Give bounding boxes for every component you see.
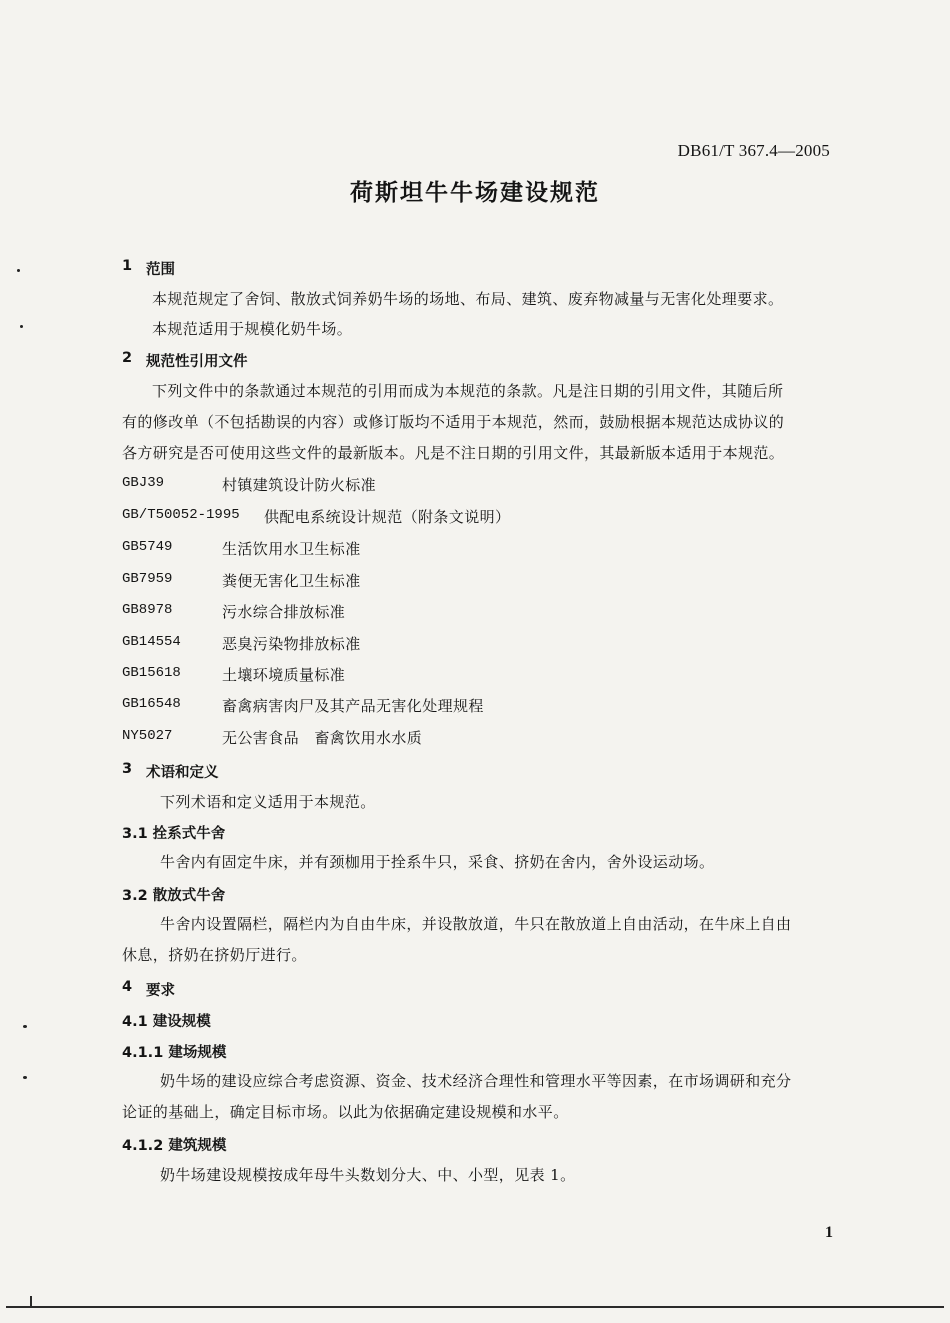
subsection-3-2-line-2: 休息，挤奶在挤奶厅进行。 (122, 946, 307, 964)
section-3-number: 3 (122, 761, 133, 777)
scan-speck (23, 1076, 27, 1079)
ref-code: GB7959 (122, 571, 173, 587)
section-3-paragraph: 下列术语和定义适用于本规范。 (160, 793, 376, 811)
ref-code: GB5749 (122, 539, 173, 555)
scan-speck (23, 1025, 27, 1028)
ref-name: 粪便无害化卫生标准 (222, 572, 361, 590)
section-1-heading: 范围 (146, 262, 175, 278)
ref-code: GB16548 (122, 696, 181, 712)
ref-name: 无公害食品 畜禽饮用水水质 (222, 729, 423, 747)
ref-code: NY5027 (122, 728, 173, 744)
ref-code: GB14554 (122, 634, 181, 650)
scan-speck (17, 269, 20, 272)
section-2-heading: 规范性引用文件 (146, 354, 248, 370)
ref-code: GB15618 (122, 665, 181, 681)
document-title: 荷斯坦牛牛场建设规范 (350, 180, 600, 206)
ref-name: 生活饮用水卫生标准 (222, 540, 361, 558)
scan-speck (20, 325, 23, 328)
subsection-3-1-text: 牛舍内有固定牛床，并有颈枷用于拴系牛只，采食、挤奶在舍内，舍外设运动场。 (160, 853, 715, 871)
page-number: 1 (825, 1224, 833, 1241)
ref-code: GB8978 (122, 602, 173, 618)
subsection-4-1-heading: 4.1 建设规模 (122, 1014, 211, 1030)
section-2-paragraph-line-2: 有的修改单（不包括勘误的内容）或修订版均不适用于本规范，然而，鼓励根据本规范达成协议的 (122, 413, 785, 431)
subsection-3-2-line-1: 牛舍内设置隔栏，隔栏内为自由牛床，并设散放道，牛只在散放道上自由活动，在牛床上自由 (160, 915, 792, 933)
ref-code: GBJ39 (122, 475, 165, 491)
section-1-paragraph-1: 本规范规定了舍饲、散放式饲养奶牛场的场地、布局、建筑、废弃物减量与无害化处理要求。 (152, 290, 784, 308)
standard-number: DB61/T 367.4—2005 (677, 141, 830, 160)
page-bottom-tick (30, 1296, 32, 1308)
section-2-paragraph-line-1: 下列文件中的条款通过本规范的引用而成为本规范的条款。凡是注日期的引用文件，其随后所 (152, 382, 784, 400)
subsection-4-1-2-heading: 4.1.2 建筑规模 (122, 1138, 227, 1154)
subsection-4-1-1-line-2: 论证的基础上，确定目标市场。以此为依据确定建设规模和水平。 (122, 1103, 569, 1121)
ref-code: GB/T50052-1995 (122, 507, 240, 523)
section-4-number: 4 (122, 979, 133, 995)
subsection-4-1-2-text: 奶牛场建设规模按成年母牛头数划分大、中、小型，见表 1。 (160, 1166, 576, 1184)
ref-name: 污水综合排放标准 (222, 603, 346, 621)
section-2-paragraph-line-3: 各方研究是否可使用这些文件的最新版本。凡是不注日期的引用文件，其最新版本适用于本规范。 (122, 444, 785, 462)
ref-name: 恶臭污染物排放标准 (222, 635, 361, 653)
subsection-4-1-1-heading: 4.1.1 建场规模 (122, 1045, 227, 1061)
ref-name: 畜禽病害肉尸及其产品无害化处理规程 (222, 697, 484, 715)
section-3-heading: 术语和定义 (146, 765, 219, 781)
subsection-3-1-heading: 3.1 拴系式牛舍 (122, 826, 226, 842)
section-4-heading: 要求 (146, 983, 175, 999)
section-2-number: 2 (122, 350, 133, 366)
subsection-4-1-1-line-1: 奶牛场的建设应综合考虑资源、资金、技术经济合理性和管理水平等因素，在市场调研和充分 (160, 1072, 792, 1090)
ref-name: 土壤环境质量标准 (222, 666, 346, 684)
page-bottom-border (6, 1306, 944, 1308)
subsection-3-2-heading: 3.2 散放式牛舍 (122, 888, 226, 904)
section-1-paragraph-2: 本规范适用于规模化奶牛场。 (152, 320, 353, 338)
section-1-number: 1 (122, 258, 133, 274)
ref-name: 供配电系统设计规范（附条文说明） (264, 508, 511, 526)
ref-name: 村镇建筑设计防火标准 (222, 476, 377, 494)
